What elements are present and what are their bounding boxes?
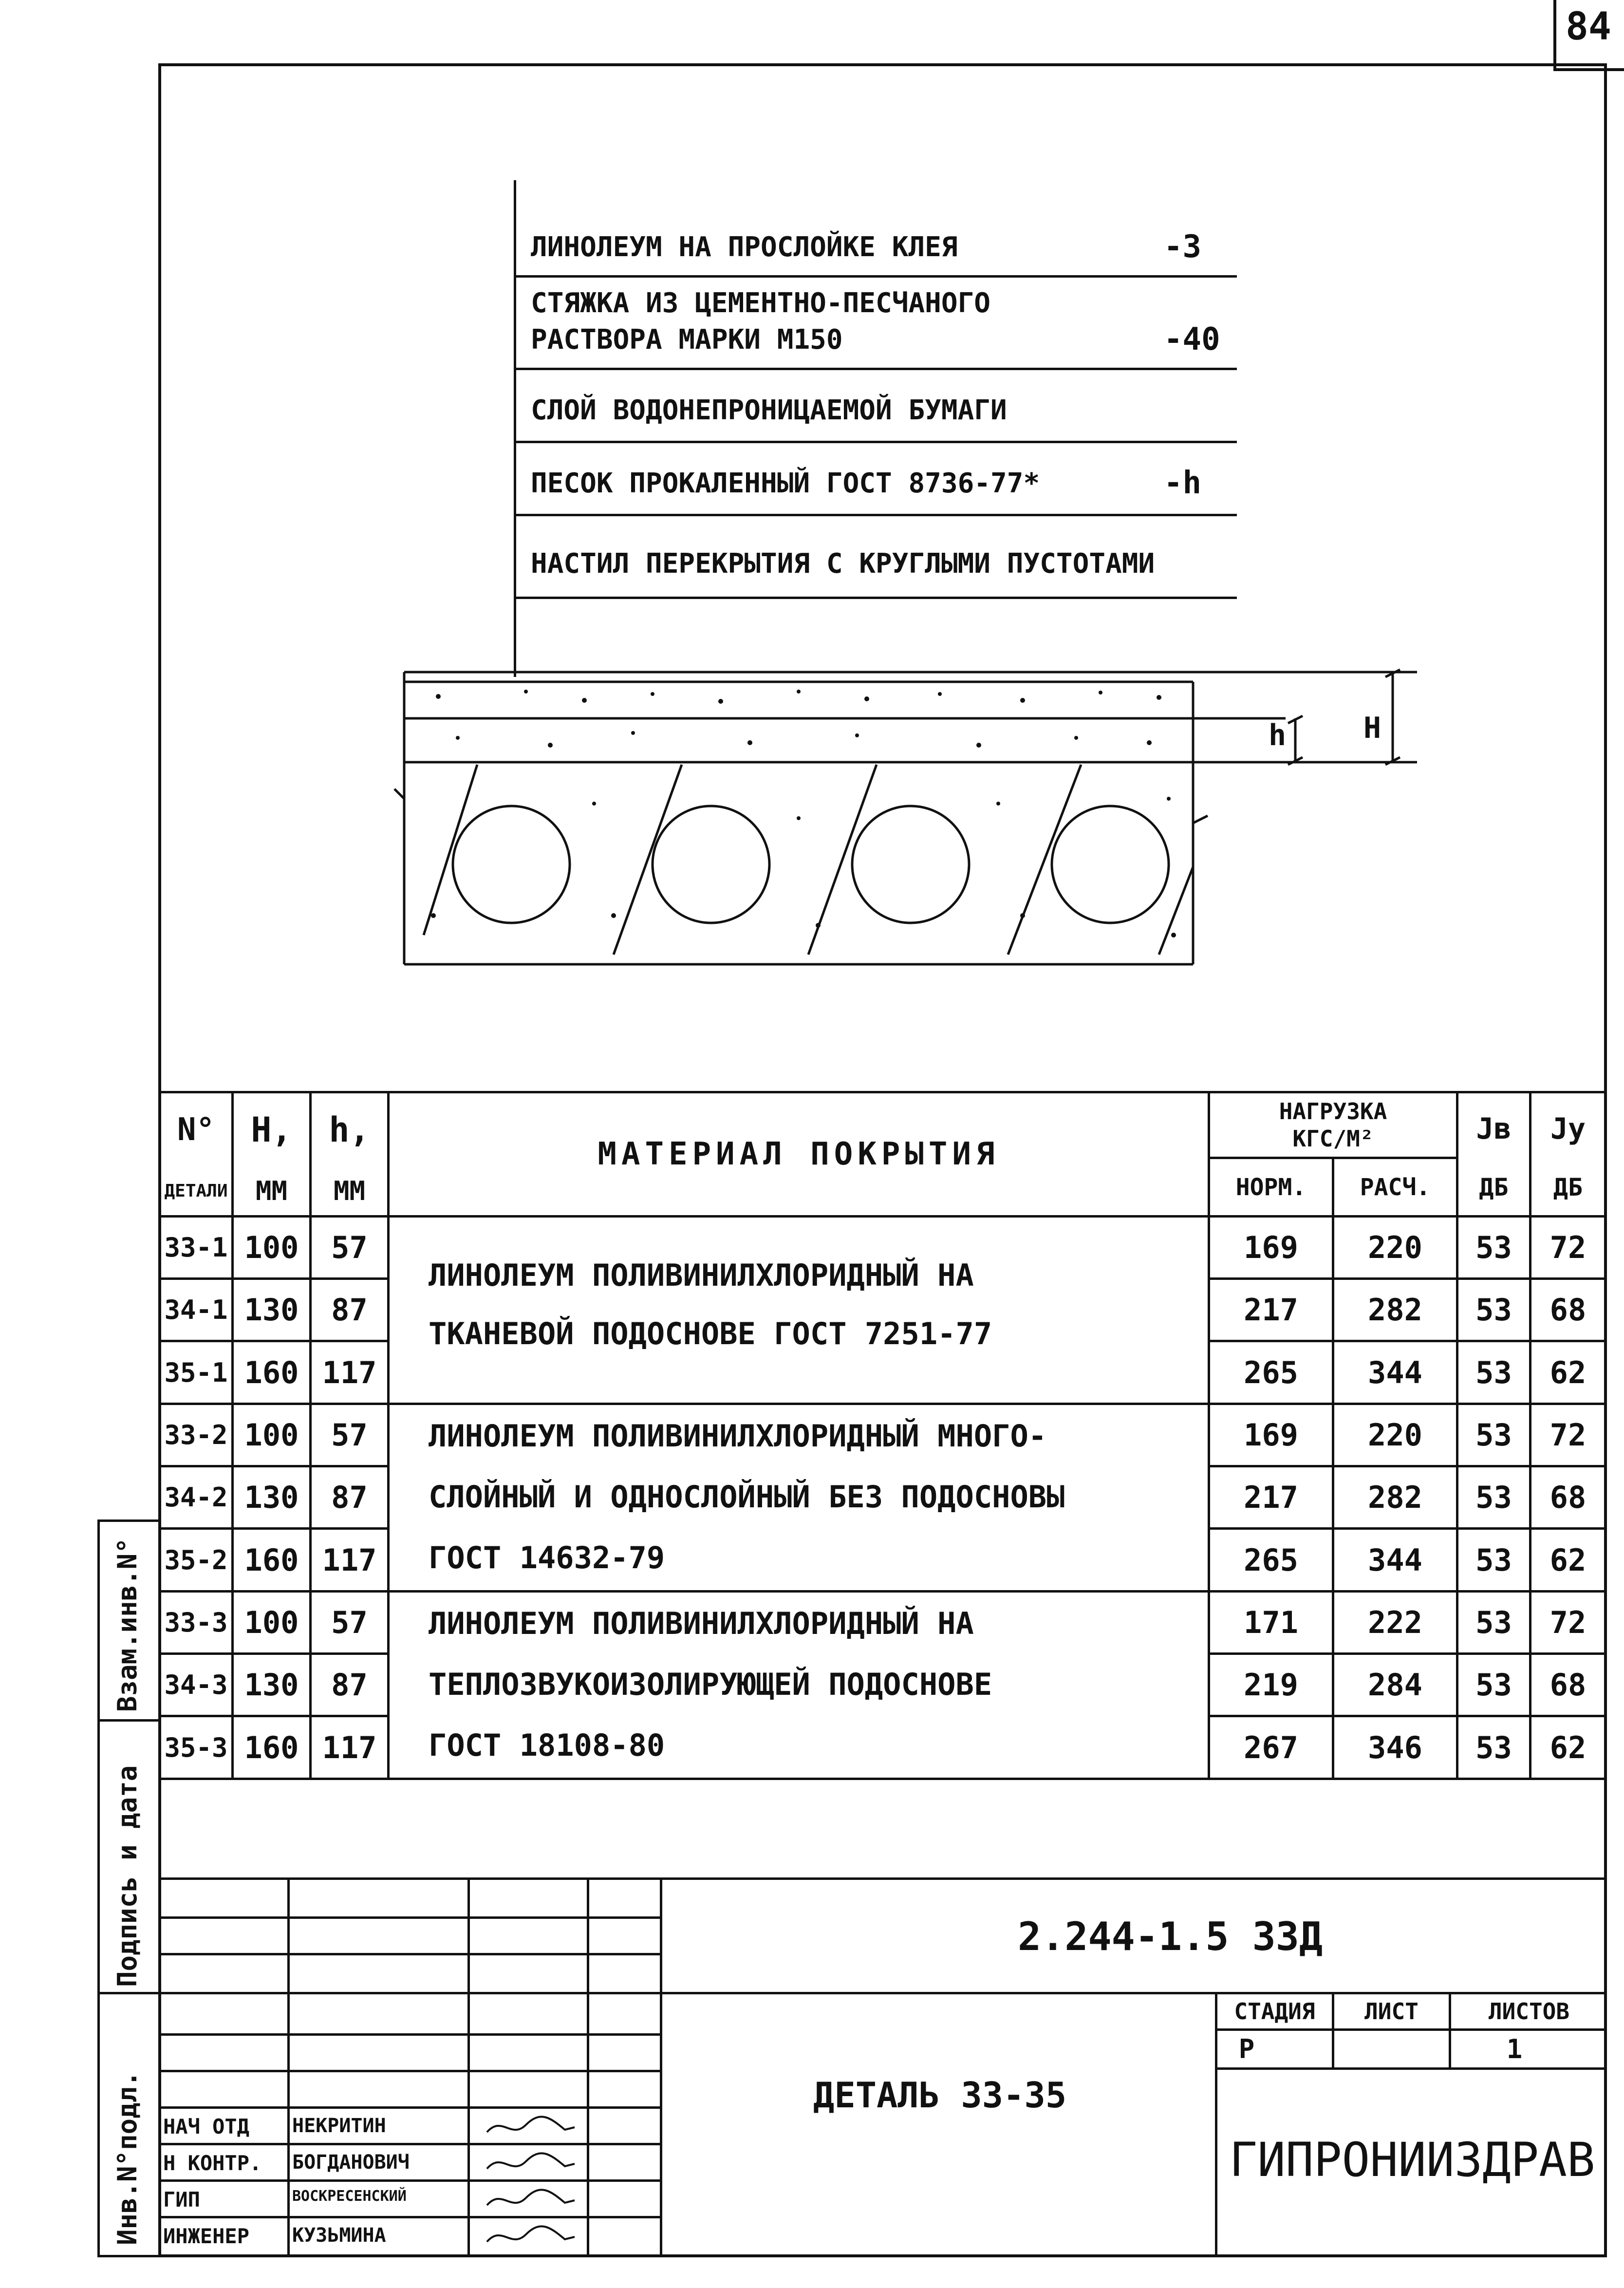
row-line-l-5 bbox=[158, 1527, 387, 1530]
cell-jv: 53 bbox=[1475, 1292, 1512, 1328]
cell-h: 57 bbox=[331, 1230, 368, 1266]
cell-calc: 220 bbox=[1368, 1417, 1422, 1453]
callout-leader bbox=[514, 180, 516, 677]
cell-jv: 53 bbox=[1475, 1354, 1512, 1390]
side-strip-div1 bbox=[97, 1719, 161, 1722]
material-3-line-1: ЛИНОЛЕУМ ПОЛИВИНИЛХЛОРИДНЫЙ НА bbox=[429, 1606, 974, 1641]
row-line-l-2 bbox=[158, 1340, 387, 1342]
row-line-r-2 bbox=[1208, 1340, 1607, 1342]
header-no-sub: ДЕТАЛИ bbox=[164, 1181, 228, 1201]
cell-jv: 53 bbox=[1475, 1729, 1512, 1765]
layer-4-value: -h bbox=[1164, 465, 1202, 501]
layer-2-line bbox=[514, 368, 1237, 370]
row-line-r-5 bbox=[1208, 1527, 1607, 1530]
cell-jy: 72 bbox=[1549, 1230, 1587, 1266]
cell-calc: 344 bbox=[1368, 1354, 1422, 1390]
material-2-line-1: ЛИНОЛЕУМ ПОЛИВИНИЛХЛОРИДНЫЙ МНОГО- bbox=[429, 1418, 1047, 1454]
material-2-line-2: СЛОЙНЫЙ И ОДНОСЛОЙНЫЙ БЕЗ ПОДОСНОВЫ bbox=[429, 1479, 1065, 1515]
cell-calc: 344 bbox=[1368, 1542, 1422, 1578]
signatory-role: НАЧ ОТД bbox=[163, 2115, 250, 2138]
layer-1-name: ЛИНОЛЕУМ НА ПРОСЛОЙКЕ КЛЕЯ bbox=[531, 231, 958, 263]
layer-3-line bbox=[514, 441, 1237, 443]
organization: ГИПРОНИИЗДРАВ bbox=[1229, 2133, 1595, 2187]
cell-id: 34-2 bbox=[164, 1482, 228, 1513]
layer-4-line bbox=[514, 514, 1237, 516]
cell-H: 160 bbox=[244, 1729, 299, 1765]
sheets-value: 1 bbox=[1506, 2034, 1523, 2064]
tb-r5 bbox=[158, 2106, 660, 2109]
tb-c4 bbox=[660, 1877, 662, 2257]
cell-h: 57 bbox=[331, 1604, 368, 1640]
cell-calc: 346 bbox=[1368, 1729, 1422, 1765]
cell-H: 130 bbox=[244, 1292, 299, 1328]
header-jv: Jв bbox=[1476, 1111, 1512, 1146]
material-3-line-2: ТЕПЛОЗВУКОИЗОЛИРУЮЩЕЙ ПОДОСНОВЕ bbox=[429, 1667, 992, 1702]
signatory-role: ГИП bbox=[163, 2188, 200, 2212]
label-H: H bbox=[1363, 711, 1381, 745]
side-strip-div2 bbox=[97, 1992, 161, 1994]
layer-4-name: ПЕСОК ПРОКАЛЕННЫЙ ГОСТ 8736-77* bbox=[531, 468, 1040, 499]
header-calc: РАСЧ. bbox=[1360, 1173, 1431, 1201]
cell-H: 100 bbox=[244, 1604, 299, 1640]
layer-5-name: НАСТИЛ ПЕРЕКРЫТИЯ С КРУГЛЫМИ ПУСТОТАМИ bbox=[531, 548, 1155, 580]
row-line-r-8 bbox=[1208, 1715, 1607, 1717]
signatory-name: БОГДАНОВИЧ bbox=[292, 2151, 410, 2174]
drawing-title: ДЕТАЛЬ 33-35 bbox=[813, 2075, 1067, 2116]
cell-norm: 267 bbox=[1244, 1729, 1298, 1765]
layer-2-name-b: РАСТВОРА МАРКИ М150 bbox=[531, 324, 843, 356]
cell-H: 100 bbox=[244, 1230, 299, 1266]
header-jy: Jу bbox=[1550, 1111, 1586, 1146]
layer-2-value: -40 bbox=[1164, 321, 1220, 357]
header-jy-unit: ДБ bbox=[1553, 1173, 1583, 1201]
cell-norm: 169 bbox=[1244, 1230, 1298, 1266]
cell-jy: 72 bbox=[1549, 1417, 1587, 1453]
side-strip-bottom bbox=[97, 2255, 161, 2257]
cell-id: 33-2 bbox=[164, 1420, 228, 1451]
header-h: h, bbox=[329, 1110, 370, 1150]
tb-c3 bbox=[587, 1877, 589, 2257]
row-line-l-8 bbox=[158, 1715, 387, 1717]
floor-section-drawing bbox=[380, 643, 1451, 984]
cell-calc: 284 bbox=[1368, 1667, 1422, 1703]
sheets-label: ЛИСТОВ bbox=[1488, 1998, 1570, 2025]
cell-jy: 62 bbox=[1549, 1354, 1587, 1390]
cell-calc: 282 bbox=[1368, 1292, 1422, 1328]
layer-5-line bbox=[514, 597, 1237, 599]
header-H-unit: ММ bbox=[255, 1175, 288, 1206]
signature-mark bbox=[482, 2186, 579, 2215]
sign-date-label: Подпись и дата bbox=[112, 1765, 143, 1987]
drawing-code: 2.244-1.5 33Д bbox=[1018, 1914, 1323, 1959]
material-1-line-2: ТКАНЕВОЙ ПОДОСНОВЕ ГОСТ 7251-77 bbox=[429, 1316, 992, 1351]
cell-id: 34-1 bbox=[164, 1294, 228, 1326]
cell-jy: 62 bbox=[1549, 1729, 1587, 1765]
cell-jy: 62 bbox=[1549, 1542, 1587, 1578]
tb-r1 bbox=[158, 1916, 660, 1919]
signature-mark bbox=[482, 2222, 579, 2251]
cell-norm: 265 bbox=[1244, 1354, 1298, 1390]
header-h-unit: ММ bbox=[333, 1175, 366, 1206]
material-2-line-3: ГОСТ 14632-79 bbox=[429, 1540, 665, 1575]
cell-H: 130 bbox=[244, 1667, 299, 1703]
cell-id: 35-1 bbox=[164, 1357, 228, 1388]
page-number: 84 bbox=[1566, 5, 1611, 49]
tb-r7 bbox=[158, 2179, 660, 2182]
cell-h: 87 bbox=[331, 1667, 368, 1703]
layer-1-value: -3 bbox=[1164, 229, 1202, 265]
cell-norm: 171 bbox=[1244, 1604, 1298, 1640]
cell-jy: 72 bbox=[1549, 1604, 1587, 1640]
stage-label: СТАДИЯ bbox=[1234, 1998, 1315, 2025]
header-jv-unit: ДБ bbox=[1479, 1173, 1509, 1201]
vzam-inv-label: Взам.инв.N° bbox=[112, 1538, 143, 1712]
tb-r6 bbox=[158, 2143, 660, 2145]
header-H: H, bbox=[251, 1110, 292, 1150]
cell-id: 33-1 bbox=[164, 1232, 228, 1263]
cell-id: 34-3 bbox=[164, 1669, 228, 1701]
header-load: НАГРУЗКА КГС/М² bbox=[1279, 1098, 1387, 1152]
signature-mark bbox=[482, 2149, 579, 2178]
tb-c2 bbox=[467, 1877, 470, 2257]
cell-jy: 68 bbox=[1549, 1667, 1587, 1703]
cell-calc: 222 bbox=[1368, 1604, 1422, 1640]
signatory-role: Н КОНТР. bbox=[163, 2151, 262, 2175]
cell-h: 117 bbox=[322, 1354, 377, 1390]
cell-h: 57 bbox=[331, 1417, 368, 1453]
cell-norm: 217 bbox=[1244, 1292, 1298, 1328]
cell-jv: 53 bbox=[1475, 1417, 1512, 1453]
header-material: МАТЕРИАЛ ПОКРЫТИЯ bbox=[597, 1136, 1000, 1172]
tb-r4 bbox=[158, 2070, 660, 2072]
row-line-l-1 bbox=[158, 1277, 387, 1280]
signatory-name: ВОСКРЕСЕНСКИЙ bbox=[292, 2188, 407, 2205]
cell-id: 33-3 bbox=[164, 1607, 228, 1638]
cell-H: 130 bbox=[244, 1480, 299, 1516]
tb-c1 bbox=[287, 1877, 290, 2257]
tb-stage-line-2 bbox=[1215, 2067, 1607, 2070]
cell-h: 117 bbox=[322, 1729, 377, 1765]
cell-h: 87 bbox=[331, 1292, 368, 1328]
cell-h: 87 bbox=[331, 1480, 368, 1516]
cell-H: 100 bbox=[244, 1417, 299, 1453]
tb-r2 bbox=[158, 1953, 660, 1955]
cell-jv: 53 bbox=[1475, 1667, 1512, 1703]
material-1-line-1: ЛИНОЛЕУМ ПОЛИВИНИЛХЛОРИДНЫЙ НА bbox=[429, 1257, 974, 1293]
label-h: h bbox=[1269, 718, 1287, 752]
tb-r8 bbox=[158, 2216, 660, 2218]
table-bottom bbox=[158, 1778, 1607, 1780]
signature-mark bbox=[482, 2113, 579, 2142]
cell-norm: 217 bbox=[1244, 1480, 1298, 1516]
layer-2-name-a: СТЯЖКА ИЗ ЦЕМЕНТНО-ПЕСЧАНОГО bbox=[531, 287, 991, 319]
cell-H: 160 bbox=[244, 1354, 299, 1390]
inv-no-label: Инв.N°подл. bbox=[112, 2071, 143, 2245]
cell-jv: 53 bbox=[1475, 1542, 1512, 1578]
cell-calc: 220 bbox=[1368, 1230, 1422, 1266]
layer-3-name: СЛОЙ ВОДОНЕПРОНИЦАЕМОЙ БУМАГИ bbox=[531, 394, 1007, 426]
cell-H: 160 bbox=[244, 1542, 299, 1578]
row-line-r-1 bbox=[1208, 1277, 1607, 1280]
signatory-name: КУЗЬМИНА bbox=[292, 2224, 386, 2247]
tb-r3 bbox=[158, 2033, 660, 2036]
cell-norm: 219 bbox=[1244, 1667, 1298, 1703]
tb-top bbox=[158, 1877, 1607, 1880]
cell-jy: 68 bbox=[1549, 1292, 1587, 1328]
cell-jy: 68 bbox=[1549, 1480, 1587, 1516]
cell-id: 35-2 bbox=[164, 1544, 228, 1575]
cell-jv: 53 bbox=[1475, 1604, 1512, 1640]
material-3-line-3: ГОСТ 18108-80 bbox=[429, 1727, 665, 1763]
signatory-name: НЕКРИТИН bbox=[292, 2115, 386, 2137]
cell-id: 35-3 bbox=[164, 1732, 228, 1763]
signatory-role: ИНЖЕНЕР bbox=[163, 2224, 250, 2248]
header-no: N° bbox=[177, 1112, 215, 1148]
cell-norm: 265 bbox=[1244, 1542, 1298, 1578]
cell-jv: 53 bbox=[1475, 1480, 1512, 1516]
sheet-value bbox=[1334, 2031, 1449, 2067]
cell-h: 117 bbox=[322, 1542, 377, 1578]
header-norm: НОРМ. bbox=[1235, 1173, 1307, 1201]
side-strip-line bbox=[97, 1519, 100, 2257]
sheet-label: ЛИСТ bbox=[1364, 1998, 1419, 2025]
layer-1-line bbox=[514, 275, 1237, 278]
cell-calc: 282 bbox=[1368, 1480, 1422, 1516]
cell-jv: 53 bbox=[1475, 1230, 1512, 1266]
stage-value: Р bbox=[1238, 2034, 1255, 2064]
side-strip-top bbox=[97, 1519, 161, 1522]
cell-norm: 169 bbox=[1244, 1417, 1298, 1453]
